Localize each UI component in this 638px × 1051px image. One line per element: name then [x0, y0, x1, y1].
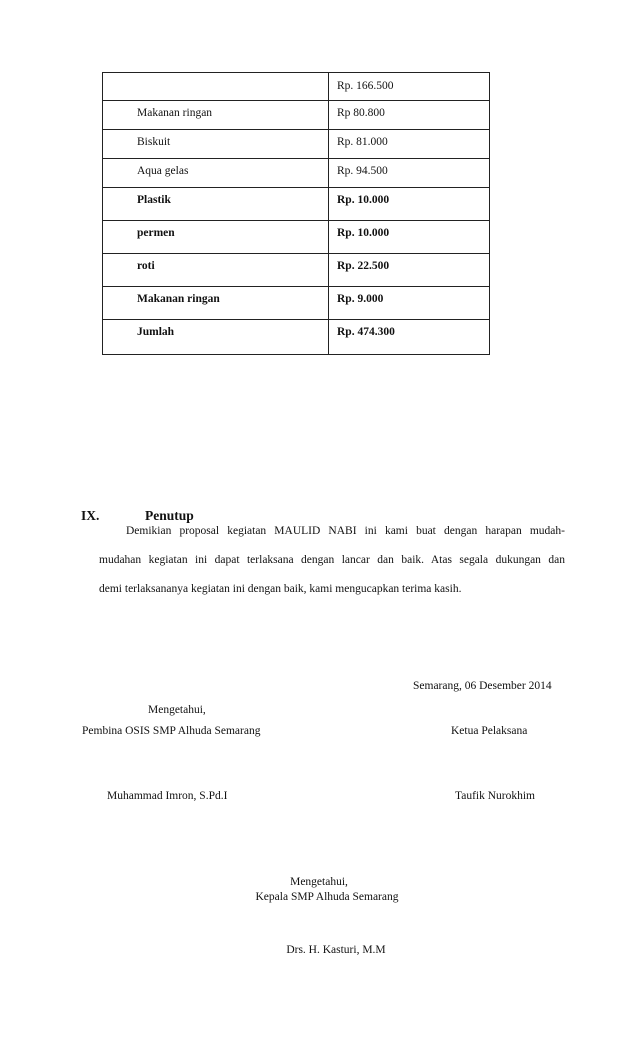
paragraph-line: demi terlaksananya kegiatan ini dengan baik, kami mengucapkan terima kasih.	[99, 583, 462, 595]
price-cell: Rp. 10.000	[329, 221, 490, 254]
center-acknowledged-label: Mengetahui,	[290, 876, 348, 888]
left-signer-name: Muhammad Imron, S.Pd.I	[107, 790, 228, 802]
table-row	[103, 73, 490, 101]
table-row-total	[103, 320, 490, 355]
closing-paragraph	[99, 517, 565, 604]
table-row	[103, 221, 490, 254]
item-cell: Plastik	[103, 188, 329, 221]
center-signer-name: Drs. H. Kasturi, M.M	[286, 944, 386, 956]
left-signer-role: Pembina OSIS SMP Alhuda Semarang	[82, 725, 261, 737]
section-title: Penutup	[145, 508, 194, 523]
table-row	[103, 254, 490, 287]
right-signer-role: Ketua Pelaksana	[451, 725, 528, 737]
center-signer-role: Kepala SMP Alhuda Semarang	[255, 891, 399, 903]
budget-table	[102, 72, 490, 355]
table-row	[103, 159, 490, 188]
total-label-cell: Jumlah	[103, 320, 329, 355]
price-cell: Rp. 22.500	[329, 254, 490, 287]
item-cell: Aqua gelas	[103, 159, 329, 188]
table-row	[103, 287, 490, 320]
item-cell: roti	[103, 254, 329, 287]
section-number: IX.	[81, 508, 100, 523]
table-row	[103, 188, 490, 221]
right-signer-name: Taufik Nurokhim	[455, 790, 536, 802]
price-cell: Rp. 94.500	[329, 159, 490, 188]
item-cell: permen	[103, 221, 329, 254]
price-cell: Rp. 81.000	[329, 130, 490, 159]
item-cell: Biskuit	[103, 130, 329, 159]
table-row	[103, 130, 490, 159]
paragraph-line: mudahan kegiatan ini dapat terlaksana dengan lancar dan baik. Atas segala dukungan dan	[99, 554, 565, 566]
price-cell: Rp 80.800	[329, 101, 490, 130]
item-cell: Makanan ringan	[103, 287, 329, 320]
price-cell: Rp. 10.000	[329, 188, 490, 221]
item-cell	[103, 73, 329, 101]
table-row	[103, 101, 490, 130]
total-price-cell: Rp. 474.300	[329, 320, 490, 355]
item-cell: Makanan ringan	[103, 101, 329, 130]
acknowledged-label: Mengetahui,	[148, 704, 206, 716]
price-cell: Rp. 9.000	[329, 287, 490, 320]
place-date: Semarang, 06 Desember 2014	[413, 680, 552, 692]
paragraph-line: Demikian proposal kegiatan MAULID NABI ini kami buat dengan harapan mudah-	[126, 525, 565, 537]
price-cell: Rp. 166.500	[329, 73, 490, 101]
